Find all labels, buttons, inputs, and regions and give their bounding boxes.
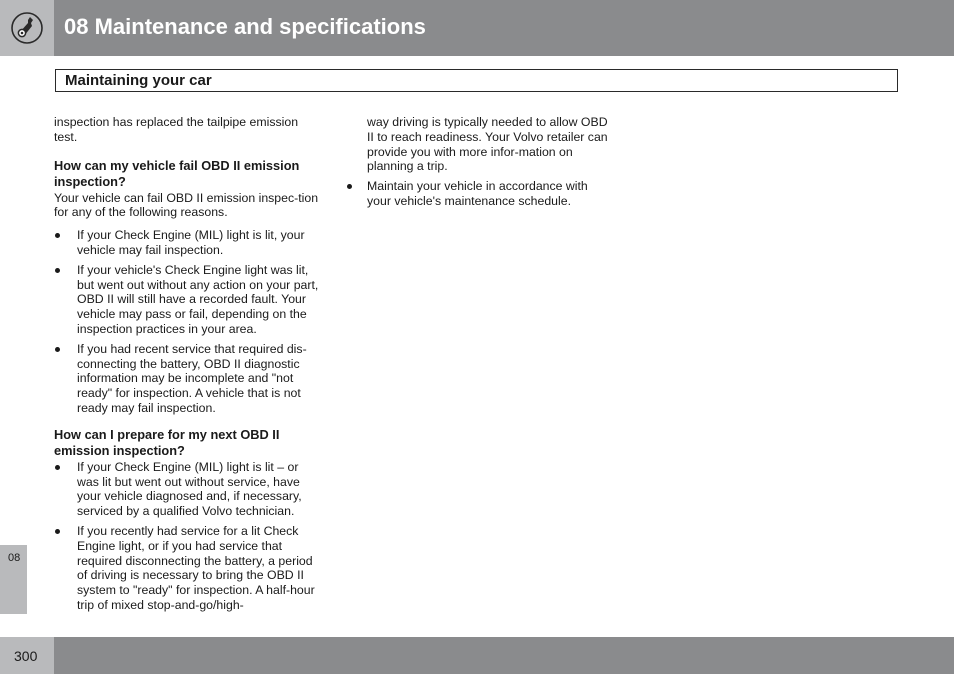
- wrench-gear-icon: [10, 11, 44, 45]
- section-header: [55, 69, 898, 92]
- continuation-paragraph: way driving is typically needed to allow OBD II to reach readiness. Your Volvo retailer can provide you with more infor-mation on planning a trip.: [367, 115, 608, 174]
- fail-reasons-paragraph: Your vehicle can fail OBD II emission inspec-tion for any of the following reasons.: [54, 190, 319, 220]
- list-item: If you recently had service for a lit Check Engine light, or if you had service that required disconnecting the battery, a period of driving is necessary to bring the OBD II system to "ready" for inspection. A half-hour trip of mixed stop-and-go/high-: [54, 524, 322, 613]
- bullet-icon: [55, 347, 60, 352]
- page-number: 300: [14, 648, 38, 664]
- fail-reasons-list: [54, 228, 322, 416]
- maintenance-list: [346, 179, 608, 209]
- left-column: [54, 115, 322, 613]
- list-item: Maintain your vehicle in accordance with your vehicle's maintenance schedule.: [346, 179, 608, 209]
- right-column: [346, 115, 608, 209]
- list-item: If your vehicle's Check Engine light was lit, but went out without any action on your part, OBD II will still have a recorded fault. Your vehicle may pass or fail, depending on the inspection practices in your area.: [54, 263, 322, 337]
- prepare-list: [54, 460, 322, 613]
- section-title: Maintaining your car: [65, 72, 212, 89]
- heading-fail-inspection: How can my vehicle fail OBD II emission inspection?: [54, 157, 300, 190]
- bullet-icon: [55, 268, 60, 273]
- list-item: If your Check Engine (MIL) light is lit, your vehicle may fail inspection.: [54, 228, 322, 258]
- chapter-title: 08 Maintenance and specifications: [64, 14, 426, 39]
- side-tab-label: 08: [8, 552, 21, 564]
- page-number-box: [0, 637, 54, 674]
- chapter-side-tab: [0, 545, 27, 614]
- bullet-icon: [347, 184, 352, 189]
- intro-paragraph: inspection has replaced the tailpipe emission test.: [54, 115, 299, 144]
- list-item: If your Check Engine (MIL) light is lit – or was lit but went out without service, have your vehicle diagnosed and, if necessary, serviced by a qualified Volvo technician.: [54, 460, 322, 519]
- chapter-icon-box: [0, 0, 54, 56]
- heading-prepare-inspection: How can I prepare for my next OBD II emission inspection?: [54, 426, 280, 459]
- list-item: If you had recent service that required dis-connecting the battery, OBD II diagnostic information may be incomplete and "not ready" for inspection. A vehicle that is not ready may fail inspection.: [54, 342, 322, 416]
- footer-bar: [54, 637, 954, 674]
- bullet-icon: [55, 529, 60, 534]
- bullet-icon: [55, 465, 60, 470]
- bullet-icon: [55, 233, 60, 238]
